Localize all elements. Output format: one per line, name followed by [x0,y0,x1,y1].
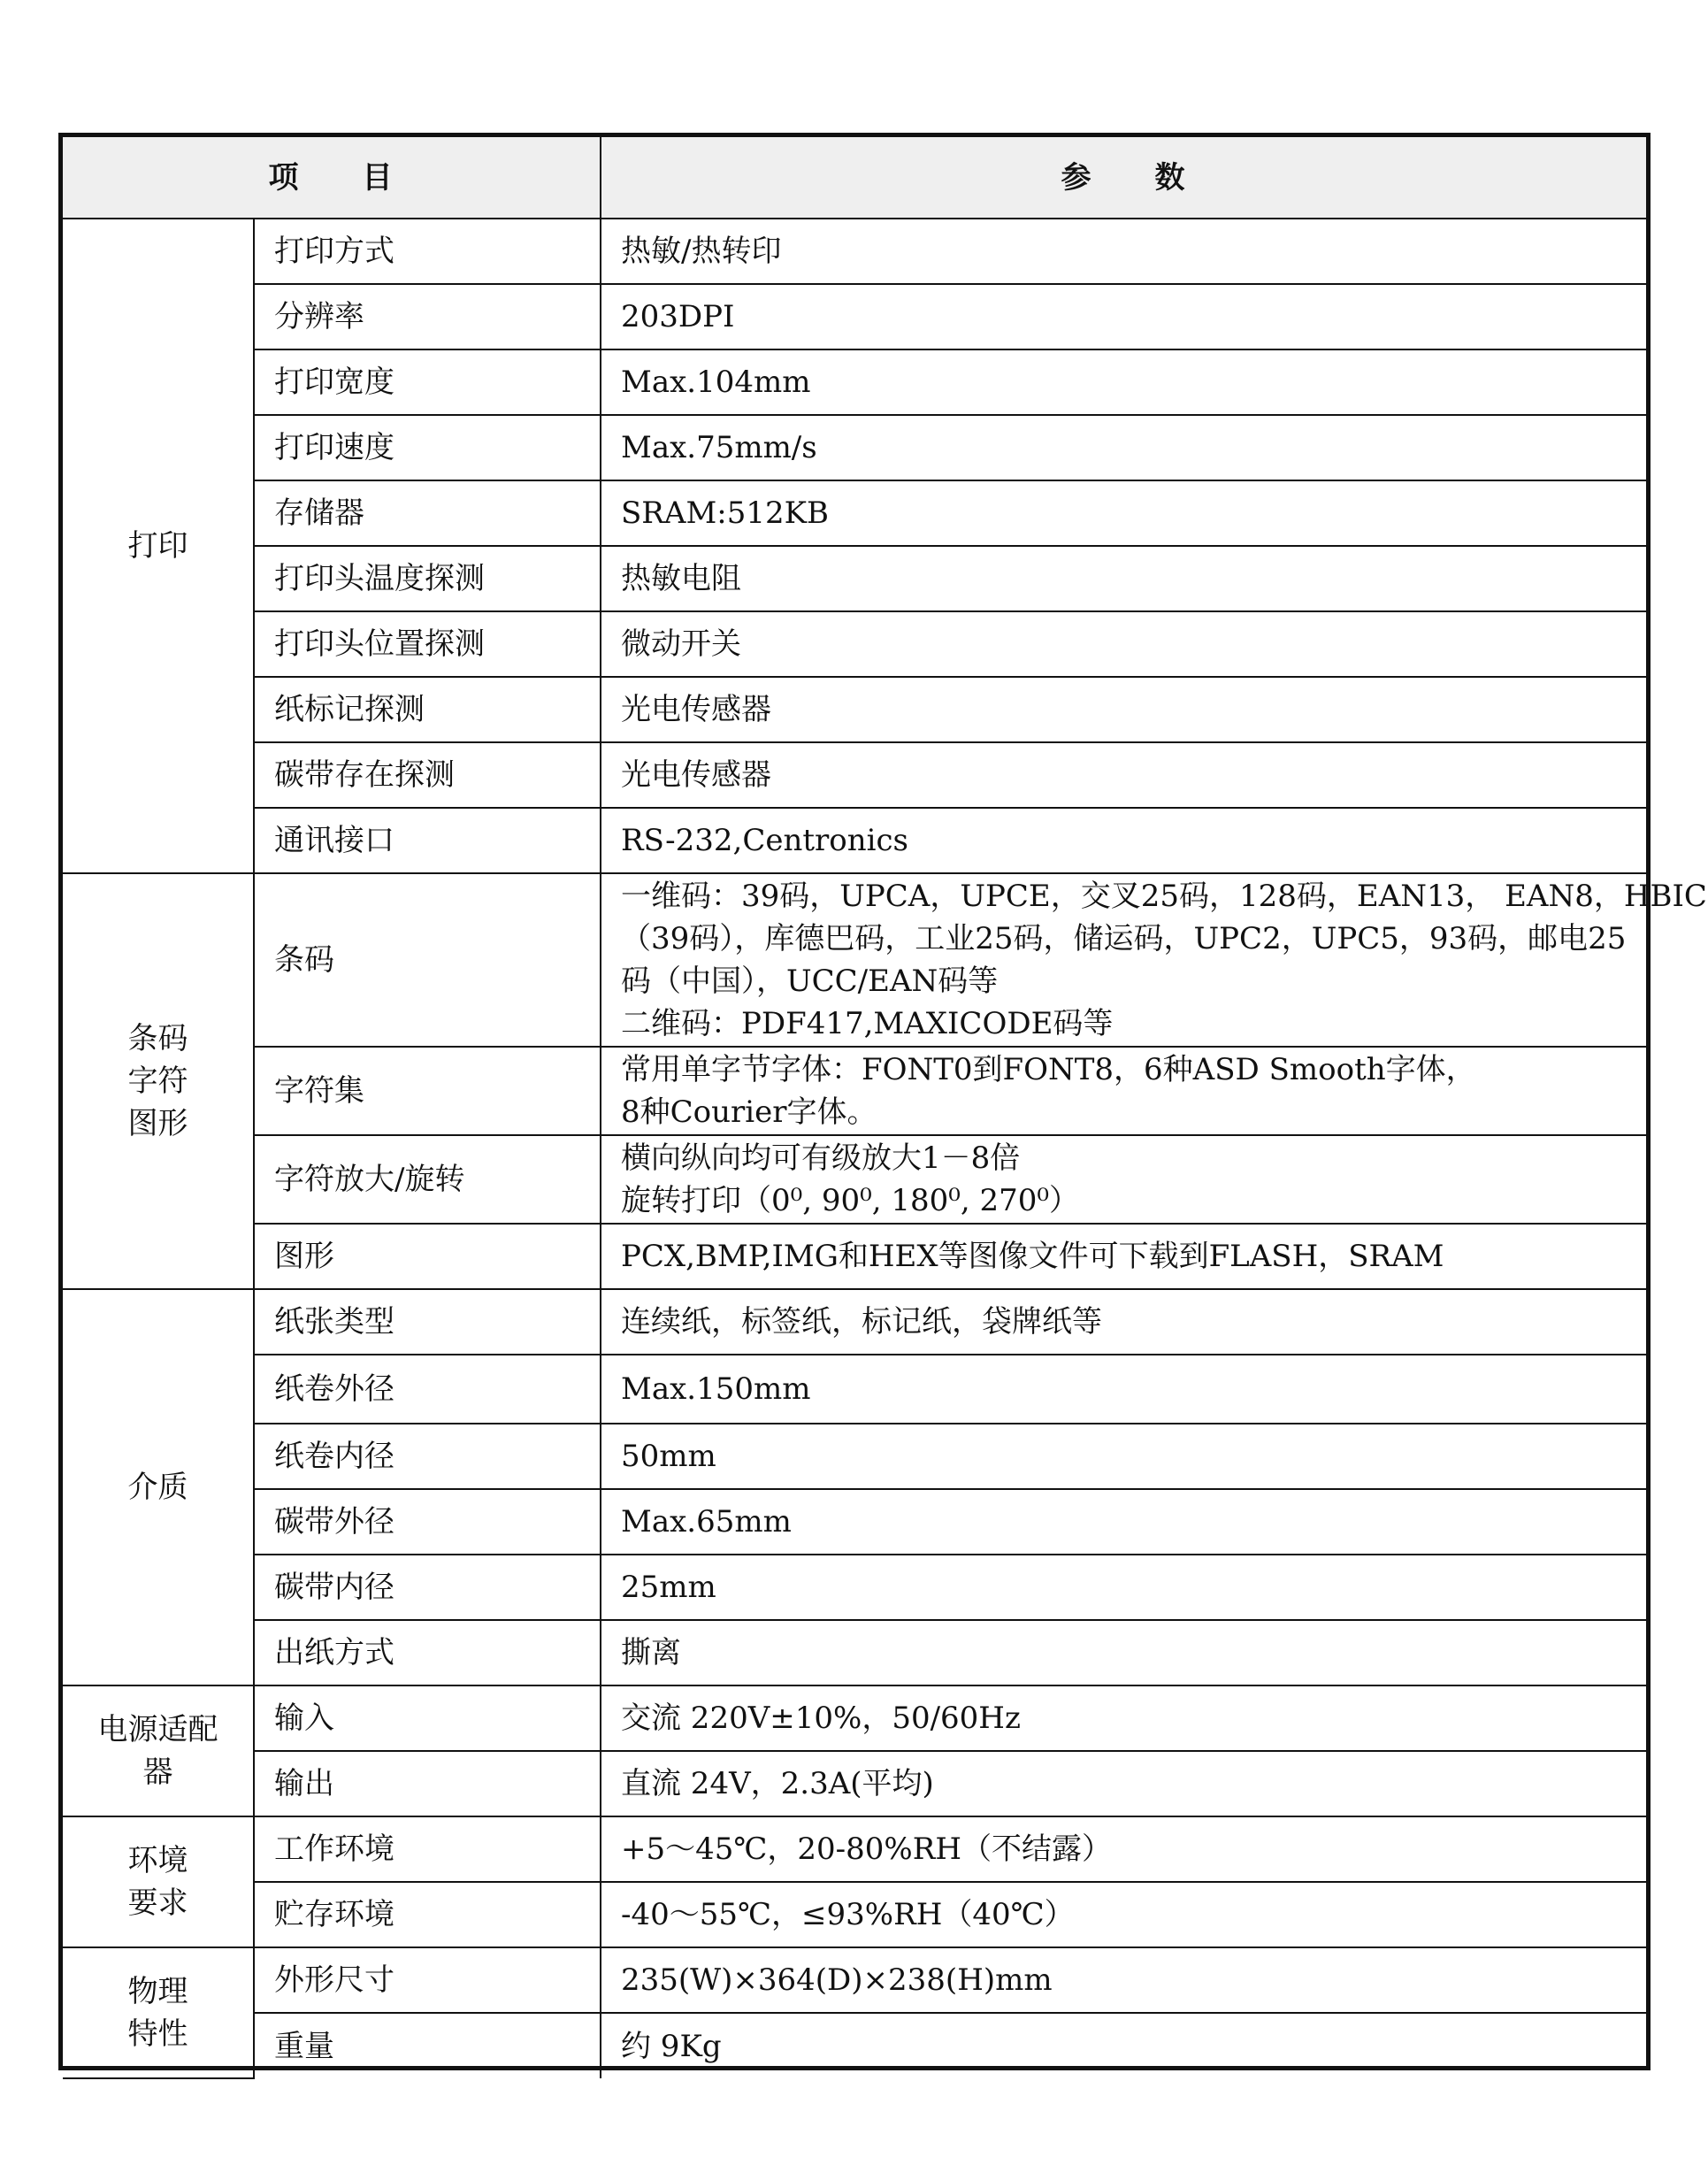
category-label-line: 打印 [127,528,188,564]
spec-row [63,1424,1646,1489]
spec-row [63,677,1646,742]
item-value-line: Max.104mm [621,365,811,400]
item-value-cell [601,1355,1646,1424]
spec-row [63,1555,1646,1620]
item-value-line: 8种Courier字体。 [621,1094,877,1130]
spec-row [63,1224,1646,1289]
item-value-cell [601,1751,1646,1816]
item-name-cell [254,1489,601,1555]
item-name: 输入 [274,1701,334,1736]
item-name-cell [254,1355,601,1424]
item-name-cell [254,415,601,480]
item-value-line: （39码），库德巴码，工业25码，储运码，UPC2，UPC5，93码，邮电25 [621,921,1627,956]
item-value-cell [601,1424,1646,1489]
item-value-line: 一维码：39码，UPCA，UPCE，交叉25码，128码，EAN13， EAN8，HBIC [621,879,1707,914]
item-name-cell [254,1751,601,1816]
item-name-cell [254,480,601,546]
item-value-line: 235(W)×364(D)×238(H)mm [621,1962,1053,1998]
item-name-cell [254,611,601,677]
item-name: 外形尺寸 [274,1962,394,1998]
spec-row [63,742,1646,808]
spec-row [63,1685,1646,1751]
item-value-line: 203DPI [621,299,735,334]
item-value-line: 交流 220V±10%，50/60Hz [621,1701,1021,1736]
item-name-cell [254,742,601,808]
item-value-line: 光电传感器 [621,757,771,793]
spec-row [63,1355,1646,1424]
item-value-cell [601,742,1646,808]
item-name: 纸卷外径 [274,1371,394,1407]
item-name-cell [254,349,601,415]
item-value-cell [601,873,1707,1047]
category-label-line: 图形 [127,1106,188,1141]
item-name: 打印头温度探测 [274,561,485,596]
item-value-cell [601,219,1646,284]
item-value-cell [601,284,1646,349]
spec-table-body [63,137,1707,2078]
item-value-cell [601,1489,1646,1555]
item-value-cell [601,1047,1646,1135]
item-value-line: 旋转打印（0⁰, 90⁰, 180⁰, 270⁰） [621,1183,1080,1218]
header-item [63,137,601,219]
item-name: 打印头位置探测 [274,626,485,662]
category-label-line: 介质 [127,1470,188,1505]
item-name: 打印速度 [274,430,394,465]
spec-row [63,349,1646,415]
item-value-line: -40～55℃，≤93%RH（40℃） [621,1897,1075,1932]
category-cell [63,1685,254,1816]
spec-row [63,1882,1646,1947]
item-name: 出纸方式 [274,1635,394,1670]
item-name: 图形 [274,1239,334,1274]
spec-row [63,1289,1646,1355]
header-item-char-1: 项 [268,159,301,196]
item-name-cell [254,1047,601,1135]
spec-row [63,1947,1646,2013]
spec-row [63,1489,1646,1555]
spec-row [63,1047,1646,1135]
spec-table [63,137,1707,2079]
spec-row [63,808,1646,873]
category-cell [63,1947,254,2078]
header-param-char-1: 参 [1061,159,1093,196]
item-value-line: 连续纸，标签纸，标记纸，袋牌纸等 [621,1304,1102,1340]
category-label-line: 器 [142,1755,173,1790]
spec-row [63,219,1646,284]
item-value-line: 横向纵向均可有级放大1－8倍 [621,1140,1021,1176]
item-name: 字符放大/旋转 [274,1162,465,1197]
item-value-line: Max.75mm/s [621,430,817,465]
spec-row [63,873,1646,1047]
item-name-cell [254,873,601,1047]
item-value-cell [601,1135,1646,1224]
item-value-line: 约 9Kg [621,2028,722,2064]
item-value-cell [601,349,1646,415]
item-name-cell [254,219,601,284]
item-name-cell [254,2013,601,2078]
item-value-cell [601,2013,1646,2078]
item-value-line: 50mm [621,1439,716,1474]
item-name-cell [254,1620,601,1685]
category-label-line: 特性 [127,2016,188,2052]
item-name: 碳带外径 [274,1504,394,1540]
item-name-cell [254,1424,601,1489]
item-value-cell [601,1882,1646,1947]
item-value-cell [601,546,1646,611]
item-value-cell [601,808,1646,873]
spec-sheet [58,133,1707,2070]
item-value-cell [601,480,1646,546]
item-value-line: 撕离 [621,1635,681,1670]
header-row [63,137,1646,219]
item-value-line: 微动开关 [621,626,741,662]
category-cell [63,219,254,873]
item-name: 存储器 [274,495,364,531]
spec-row [63,480,1646,546]
item-name: 工作环境 [274,1831,394,1867]
category-label-line: 条码 [127,1021,188,1056]
item-value-line: 热敏/热转印 [621,234,782,269]
item-name: 贮存环境 [274,1897,394,1932]
item-name-cell [254,1816,601,1882]
item-value-line: 25mm [621,1570,716,1605]
spec-row [63,284,1646,349]
spec-row [63,1816,1646,1882]
item-value-cell [601,1685,1646,1751]
item-value-cell [601,1620,1646,1685]
item-name-cell [254,1135,601,1224]
item-value-cell [601,1224,1646,1289]
item-value-cell [601,677,1646,742]
item-value-line: Max.150mm [621,1371,811,1407]
header-item-char-2: 目 [362,159,394,196]
spec-row [63,1135,1646,1224]
item-value-cell [601,415,1646,480]
item-name: 分辨率 [274,299,364,334]
spec-row [63,1751,1646,1816]
category-cell [63,873,254,1289]
item-name: 通讯接口 [274,823,394,858]
item-value-line: 常用单字节字体：FONT0到FONT8，6种ASD Smooth字体， [621,1052,1476,1087]
item-value-line: Max.65mm [621,1504,792,1540]
item-value-cell [601,1947,1646,2013]
item-name-cell [254,1882,601,1947]
item-value-line: +5～45℃，20-80%RH（不结露） [621,1831,1112,1867]
item-value-line: PCX,BMP,IMG和HEX等图像文件可下载到FLASH，SRAM [621,1239,1444,1274]
item-name-cell [254,1555,601,1620]
item-value-cell [601,1555,1646,1620]
item-value-cell [601,611,1646,677]
spec-row [63,2013,1646,2078]
category-label-line: 电源适配 [97,1712,218,1747]
item-name-cell [254,808,601,873]
spec-row [63,415,1646,480]
item-value-cell [601,1289,1646,1355]
category-label-line: 字符 [127,1063,188,1099]
item-value-line: 码（中国），UCC/EAN码等 [621,964,999,999]
item-name-cell [254,1224,601,1289]
item-name: 条码 [274,942,334,978]
item-name-cell [254,284,601,349]
item-value-cell [601,1816,1646,1882]
item-name-cell [254,1685,601,1751]
category-label-line: 物理 [127,1974,188,2009]
item-value-line: 直流 24V，2.3A(平均) [621,1766,934,1801]
item-name: 纸卷内径 [274,1439,394,1474]
item-name: 纸标记探测 [274,692,425,727]
item-name-cell [254,546,601,611]
category-label-line: 环境 [127,1843,188,1878]
item-value-line: 光电传感器 [621,692,771,727]
item-name: 打印方式 [274,234,394,269]
item-value-line: 热敏电阻 [621,561,741,596]
item-name: 碳带存在探测 [274,757,455,793]
category-label-line: 要求 [127,1885,188,1921]
item-name: 重量 [274,2028,334,2064]
header-parameter [601,137,1646,219]
category-cell [63,1289,254,1685]
spec-row [63,611,1646,677]
item-name: 纸张类型 [274,1304,394,1340]
item-value-line: 二维码：PDF417,MAXICODE码等 [621,1006,1114,1041]
item-name: 字符集 [274,1073,364,1109]
item-name: 碳带内径 [274,1570,394,1605]
item-value-line: SRAM:512KB [621,495,829,531]
item-name-cell [254,1289,601,1355]
spec-row [63,546,1646,611]
item-name: 打印宽度 [274,365,394,400]
spec-row [63,1620,1646,1685]
category-cell [63,1816,254,1947]
header-param-char-2: 数 [1154,159,1187,196]
item-name-cell [254,677,601,742]
item-name: 输出 [274,1766,334,1801]
item-value-line: RS-232,Centronics [621,823,909,858]
item-name-cell [254,1947,601,2013]
